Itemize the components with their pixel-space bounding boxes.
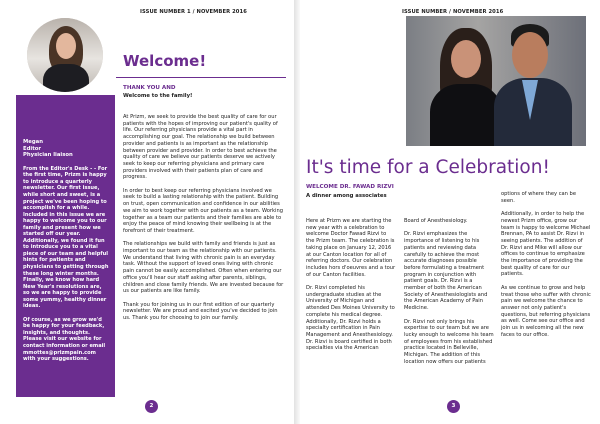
right-page [300,0,600,424]
celebration-title: It's time for a Celebration! [306,157,550,178]
paragraph: Dr. Rizvi emphasizes the importance of listening to his patients and reviewing data carefully to achieve the most accurate diagnoses possible before formulating a treatment program in conjunction with patient goals. Dr. Rizvi is a member of both the American Society of Anesthesiologists and the American Academy of Pain Medicine. [404,231,488,312]
title-rule [116,77,286,78]
celebration-dek: A dinner among associates [306,193,387,199]
editor-role: Editor [23,145,42,152]
article-column-2 [404,218,494,372]
welcome-article [123,114,285,328]
paragraph: Dr. Rizvi completed his undergraduate studies at the University of Michigan and attended Des Moines University to complete his medical degree. Additionally, Dr. Rizvi holds a specialty certification in Pain Management and Anesthesiology. Dr. Rizvi is board certified in both specialties via the American [306,285,395,352]
page-number: 2 [145,400,158,413]
article-column-1 [306,218,396,359]
paragraph: Additionally, in order to help the newest Prizm office, grow our team is happy to welcome Michael Brennan, PA to assist Dr. Rizvi in seeing patients. The addition of Dr. Rizvi and Mike will allow our offices to continue to emphasize the importance of providing the best quality of care for our patients. [501,211,591,278]
paragraph: In order to best keep our referring physicians involved we seek to build a lasting relationship with the patient. Building on trust, open communication and confidence in our abilities we aim to work together with our patients as a team. Working together as a team our patients and their families are able to enjoy the peace of mind knowing their wellbeing is at the forefront of their treatment. [123,187,283,234]
welcome-kicker: THANK YOU AND [123,85,176,91]
celebration-kicker: WELCOME DR. FAWAD RIZVI [306,184,394,190]
paragraph: As we continue to grow and help treat those who suffer with chronic pain we welcome the chance to answer not only patient's questions, but referring physicians as well. Come see our office and join us in welcoming all the new faces to our office. [501,284,591,338]
article-column-3 [501,191,591,345]
paragraph: Thank you for joining us in our first edition of our quarterly newsletter. We are proud and excited you've decided to join us. Thank you for choosing to join our family. [123,301,278,322]
editor-signoff-text: Of course, as we grow we'd be happy for your feedback, insights, and thoughts. Please visit our website for contact information or email mmottes@prizmpain.com with your suggestions. [23,316,106,363]
paragraph: At Prizm, we seek to provide the best quality of care for our patients with the hopes of improving our patient's quality of life. Our referring physicians provide a vital part in accomplishing our goal. The relationship we build between provider and patients is as important as the relationship between provider and provider. In order to best achieve the quality of care we believe our patients deserve we actively seek to keep our referring physicians and primary care providers involved with their patients plan of care and progress. [123,114,278,181]
doctors-photo [406,16,586,146]
paragraph: Dr. Rizvi not only brings his expertise to our team but we are lucky enough to welcome his team of employees from his established practice located in Belleville, Michigan. The addition of this location now offers our patients [404,318,494,365]
editor-sidebar [16,95,115,397]
issue-label: ISSUE NUMBER / NOVEMBER 2016 [402,9,504,15]
issue-label: ISSUE NUMBER 1 / NOVEMBER 2016 [140,9,247,15]
left-page [0,0,294,424]
paragraph: Here at Prizm we are starting the new year with a celebration to welcome Doctor Fawad Rizvi to the Prizm team. The celebration is taking place on January 12, 2016 at our Canton location for all of referring doctors. Our celebration includes hors d'oeuvres and a tour of our Canton facilities. [306,218,396,278]
paragraph: options of where they can be seen. [501,191,576,204]
editor-role-2: Physician liaison [23,152,73,159]
editor-name: Megan [23,139,44,145]
editor-photo [27,18,103,92]
paragraph: The relationships we build with family and friends is just as important to our team as the relationship with our patients. We understand that living with chronic pain is an everyday task. Without the support of loved ones living with chronic pain cannot be easily accomplished. Often when entering our office you'll hear our staff asking after parents, siblings, children and close family friends. We are invested because for us our patients are like family. [123,241,284,295]
page-number: 3 [447,400,460,413]
welcome-title: Welcome! [123,52,207,70]
welcome-dek: Welcome to the family! [123,93,193,99]
editor-desk-text: From the Editor's Desk - - For the first time, Prizm is happy to introduce a quarterly newsletter. Our first issue, while short and sweet, is a project we've been hoping to accomplish for a while. Included in this issue we are happy to welcome you to our family and present how we started off our year. Additionally, we found it fun to introduce you to a vital piece of our team and helpful hints for patients and physicians to getting through these long winter months. Finally, we know how hard New Year's resolutions are, so we are happy to provide some yummy, healthy dinner ideas. [23,165,109,310]
paragraph: Board of Anesthesiology. [404,218,468,224]
